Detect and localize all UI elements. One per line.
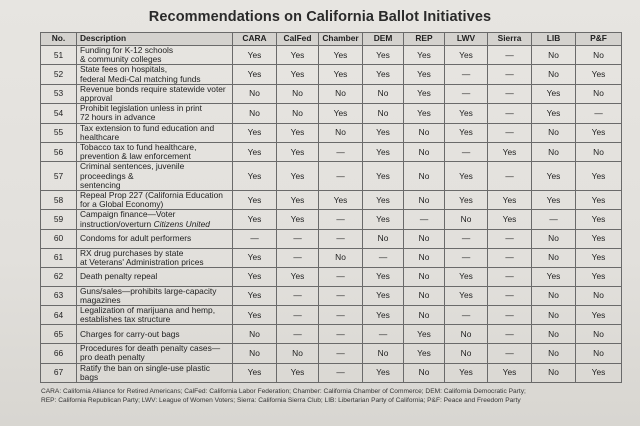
recommendation-cell: No <box>277 344 319 363</box>
recommendation-cell: Yes <box>233 123 277 142</box>
recommendation-cell: Yes <box>363 162 404 191</box>
recommendation-cell: — <box>576 104 622 123</box>
initiative-number: 61 <box>41 248 77 267</box>
recommendation-cell: No <box>319 248 363 267</box>
recommendation-cell: Yes <box>404 325 445 344</box>
initiative-description: Death penalty repeal <box>77 267 233 286</box>
recommendation-cell: No <box>445 325 488 344</box>
recommendation-cell: Yes <box>445 162 488 191</box>
initiative-number: 58 <box>41 191 77 210</box>
column-header: LWV <box>445 33 488 46</box>
recommendation-cell: — <box>319 229 363 248</box>
recommendation-cell: — <box>319 267 363 286</box>
recommendation-cell: — <box>488 84 532 103</box>
recommendations-table <box>40 32 622 383</box>
recommendation-cell: Yes <box>233 46 277 65</box>
table-row <box>41 229 622 248</box>
recommendation-cell: — <box>488 306 532 325</box>
recommendation-cell: No <box>532 248 576 267</box>
recommendation-cell: No <box>233 344 277 363</box>
recommendation-cell: — <box>319 325 363 344</box>
column-header: Description <box>77 33 233 46</box>
recommendation-cell: No <box>445 210 488 229</box>
initiative-description: Revenue bonds require statewide voter approval <box>77 84 233 103</box>
recommendation-cell: — <box>277 229 319 248</box>
recommendation-cell: Yes <box>363 191 404 210</box>
recommendation-cell: No <box>532 229 576 248</box>
recommendation-cell: Yes <box>445 363 488 382</box>
recommendation-cell: Yes <box>233 286 277 305</box>
recommendation-cell: — <box>488 229 532 248</box>
recommendation-cell: Yes <box>532 191 576 210</box>
column-header: No. <box>41 33 77 46</box>
recommendation-cell: — <box>319 162 363 191</box>
recommendation-cell: No <box>576 286 622 305</box>
initiative-number: 56 <box>41 143 77 162</box>
initiative-description: RX drug purchases by state at Veterans' Administration prices <box>77 248 233 267</box>
recommendation-cell: Yes <box>532 162 576 191</box>
recommendation-cell: Yes <box>363 46 404 65</box>
recommendation-cell: No <box>404 162 445 191</box>
recommendation-cell: No <box>404 267 445 286</box>
recommendation-cell: No <box>404 248 445 267</box>
recommendation-cell: Yes <box>576 210 622 229</box>
recommendation-cell: Yes <box>576 191 622 210</box>
table-header-row <box>41 33 622 46</box>
column-header: Chamber <box>319 33 363 46</box>
table-row <box>41 143 622 162</box>
recommendation-cell: Yes <box>363 306 404 325</box>
document-title: Recommendations on California Ballot Initiatives <box>148 9 492 25</box>
recommendation-cell: — <box>319 344 363 363</box>
initiative-number: 66 <box>41 344 77 363</box>
initiative-description: Charges for carry-out bags <box>77 325 233 344</box>
recommendation-cell: — <box>445 248 488 267</box>
recommendation-cell: Yes <box>277 210 319 229</box>
initiative-number: 63 <box>41 286 77 305</box>
recommendation-cell: — <box>319 306 363 325</box>
recommendation-cell: Yes <box>277 46 319 65</box>
recommendation-cell: Yes <box>363 210 404 229</box>
recommendation-cell: Yes <box>445 286 488 305</box>
recommendation-cell: — <box>532 210 576 229</box>
recommendation-cell: — <box>488 104 532 123</box>
recommendation-cell: — <box>363 248 404 267</box>
recommendation-cell: Yes <box>233 210 277 229</box>
recommendation-cell: Yes <box>363 123 404 142</box>
recommendation-cell: Yes <box>319 46 363 65</box>
recommendation-cell: Yes <box>404 84 445 103</box>
recommendation-cell: Yes <box>319 191 363 210</box>
recommendation-cell: Yes <box>576 248 622 267</box>
initiative-number: 65 <box>41 325 77 344</box>
table-row <box>41 363 622 382</box>
legend-line: CARA: California Alliance for Retired Americans; CalFed: California Labor Federation; Chamber: California Chamber of Commerce; DEM: California Democratic Party; <box>41 388 526 395</box>
initiative-description: Repeal Prop 227 (California Education for a Global Economy) <box>77 191 233 210</box>
recommendation-cell: — <box>277 286 319 305</box>
recommendation-cell: Yes <box>233 65 277 84</box>
recommendation-cell: Yes <box>277 65 319 84</box>
recommendation-cell: Yes <box>576 363 622 382</box>
recommendation-cell: Yes <box>233 143 277 162</box>
table-row <box>41 286 622 305</box>
recommendation-cell: Yes <box>319 104 363 123</box>
recommendation-cell: Yes <box>277 162 319 191</box>
recommendation-cell: — <box>319 286 363 305</box>
recommendation-cell: — <box>488 267 532 286</box>
recommendation-cell: No <box>233 325 277 344</box>
initiative-number: 59 <box>41 210 77 229</box>
recommendation-cell: Yes <box>445 191 488 210</box>
recommendation-cell: Yes <box>233 162 277 191</box>
recommendation-cell: No <box>404 286 445 305</box>
recommendation-cell: — <box>233 229 277 248</box>
recommendation-cell: Yes <box>363 363 404 382</box>
recommendation-cell: Yes <box>445 46 488 65</box>
recommendation-cell: No <box>363 84 404 103</box>
recommendation-cell: No <box>532 325 576 344</box>
recommendation-cell: — <box>277 248 319 267</box>
initiative-description: Legalization of marijuana and hemp, establishes tax structure <box>77 306 233 325</box>
recommendation-cell: No <box>363 104 404 123</box>
recommendation-cell: Yes <box>576 65 622 84</box>
recommendation-cell: Yes <box>445 123 488 142</box>
recommendation-cell: No <box>319 123 363 142</box>
recommendation-cell: — <box>488 65 532 84</box>
initiative-description: Criminal sentences, juvenile proceedings & sentencing <box>77 162 233 191</box>
recommendation-cell: — <box>363 325 404 344</box>
initiative-description: State fees on hospitals, federal Medi-Cal matching funds <box>77 65 233 84</box>
table-row <box>41 104 622 123</box>
table-row <box>41 344 622 363</box>
recommendation-cell: No <box>404 306 445 325</box>
recommendation-cell: Yes <box>576 162 622 191</box>
recommendation-cell: No <box>319 84 363 103</box>
table-row <box>41 267 622 286</box>
recommendation-cell: No <box>363 229 404 248</box>
initiative-number: 52 <box>41 65 77 84</box>
recommendation-cell: — <box>488 248 532 267</box>
recommendation-cell: Yes <box>488 143 532 162</box>
recommendation-cell: Yes <box>404 46 445 65</box>
recommendation-cell: — <box>445 229 488 248</box>
recommendation-cell: No <box>576 344 622 363</box>
recommendation-cell: No <box>404 363 445 382</box>
column-header: CARA <box>233 33 277 46</box>
recommendation-cell: — <box>319 363 363 382</box>
initiative-description: Procedures for death penalty cases— pro death penalty <box>77 344 233 363</box>
recommendation-cell: — <box>404 210 445 229</box>
recommendation-cell: — <box>319 210 363 229</box>
recommendation-cell: Yes <box>488 210 532 229</box>
recommendation-cell: Yes <box>363 286 404 305</box>
recommendation-cell: — <box>277 325 319 344</box>
recommendation-cell: — <box>488 286 532 305</box>
recommendation-cell: Yes <box>233 306 277 325</box>
initiative-number: 64 <box>41 306 77 325</box>
recommendation-cell: — <box>277 306 319 325</box>
column-header: P&F <box>576 33 622 46</box>
recommendation-cell: No <box>532 306 576 325</box>
recommendation-cell: Yes <box>404 104 445 123</box>
recommendation-cell: Yes <box>445 104 488 123</box>
recommendation-cell: — <box>488 123 532 142</box>
recommendation-cell: Yes <box>277 123 319 142</box>
recommendation-cell: Yes <box>277 363 319 382</box>
initiative-description: Condoms for adult performers <box>77 229 233 248</box>
initiative-description: Guns/sales—prohibits large-capacity magazines <box>77 286 233 305</box>
initiative-number: 57 <box>41 162 77 191</box>
recommendation-cell: Yes <box>532 267 576 286</box>
recommendation-cell: No <box>532 143 576 162</box>
initiative-number: 67 <box>41 363 77 382</box>
legend <box>41 388 631 405</box>
initiative-number: 54 <box>41 104 77 123</box>
initiative-number: 51 <box>41 46 77 65</box>
recommendation-cell: No <box>363 344 404 363</box>
initiative-description: Campaign finance—Voter instruction/overturn Citizens United <box>77 210 233 229</box>
column-header: Sierra <box>488 33 532 46</box>
recommendation-cell: No <box>532 123 576 142</box>
recommendation-cell: No <box>532 65 576 84</box>
recommendation-cell: No <box>532 344 576 363</box>
recommendation-cell: Yes <box>576 229 622 248</box>
initiative-description: Tax extension to fund education and healthcare <box>77 123 233 142</box>
table-row <box>41 65 622 84</box>
initiative-number: 53 <box>41 84 77 103</box>
table-row <box>41 123 622 142</box>
recommendation-cell: No <box>445 344 488 363</box>
initiative-description: Funding for K-12 schools & community colleges <box>77 46 233 65</box>
legend-line: REP: California Republican Party; LWV: League of Women Voters; Sierra: California Sierra Club; LIB: Libertarian Party of California; P&F: Peace and Freedom Party <box>41 396 521 404</box>
recommendation-cell: — <box>445 84 488 103</box>
table-row <box>41 306 622 325</box>
table-row <box>41 210 622 229</box>
recommendation-cell: No <box>532 46 576 65</box>
recommendation-cell: — <box>445 306 488 325</box>
recommendation-cell: No <box>404 191 445 210</box>
recommendation-cell: Yes <box>233 248 277 267</box>
recommendation-cell: Yes <box>404 344 445 363</box>
initiative-number: 62 <box>41 267 77 286</box>
initiative-number: 55 <box>41 123 77 142</box>
recommendation-cell: Yes <box>363 267 404 286</box>
initiative-description: Prohibit legislation unless in print 72 hours in advance <box>77 104 233 123</box>
recommendation-cell: Yes <box>319 65 363 84</box>
recommendation-cell: Yes <box>363 143 404 162</box>
recommendation-cell: Yes <box>488 191 532 210</box>
recommendation-cell: — <box>488 162 532 191</box>
recommendation-cell: No <box>404 123 445 142</box>
recommendation-cell: Yes <box>233 267 277 286</box>
recommendation-cell: No <box>576 46 622 65</box>
recommendation-cell: — <box>445 65 488 84</box>
recommendation-cell: Yes <box>488 363 532 382</box>
recommendation-cell: Yes <box>233 363 277 382</box>
recommendation-cell: No <box>277 84 319 103</box>
recommendation-cell: No <box>576 325 622 344</box>
recommendation-cell: — <box>488 46 532 65</box>
table-row <box>41 46 622 65</box>
recommendation-cell: No <box>404 229 445 248</box>
recommendation-cell: No <box>532 363 576 382</box>
recommendation-cell: — <box>445 143 488 162</box>
recommendation-cell: Yes <box>277 191 319 210</box>
initiative-number: 60 <box>41 229 77 248</box>
recommendation-cell: No <box>404 143 445 162</box>
recommendation-cell: — <box>488 344 532 363</box>
table-row <box>41 191 622 210</box>
table-row <box>41 325 622 344</box>
table-row <box>41 162 622 191</box>
column-header: LIB <box>532 33 576 46</box>
recommendation-cell: Yes <box>532 104 576 123</box>
recommendation-cell: No <box>576 143 622 162</box>
initiative-description: Ratify the ban on single-use plastic bags <box>77 363 233 382</box>
recommendation-cell: No <box>233 84 277 103</box>
recommendation-cell: Yes <box>404 65 445 84</box>
column-header: DEM <box>363 33 404 46</box>
recommendation-cell: — <box>488 325 532 344</box>
table-row <box>41 84 622 103</box>
recommendation-cell: Yes <box>277 267 319 286</box>
table-row <box>41 248 622 267</box>
recommendation-cell: No <box>233 104 277 123</box>
table-body <box>41 46 622 383</box>
initiative-description: Tobacco tax to fund healthcare, prevention & law enforcement <box>77 143 233 162</box>
recommendation-cell: Yes <box>277 143 319 162</box>
column-header: CalFed <box>277 33 319 46</box>
recommendation-cell: Yes <box>233 191 277 210</box>
recommendation-cell: No <box>532 286 576 305</box>
recommendation-cell: No <box>576 84 622 103</box>
recommendation-cell: Yes <box>445 267 488 286</box>
recommendation-cell: Yes <box>532 84 576 103</box>
recommendation-cell: No <box>277 104 319 123</box>
column-header: REP <box>404 33 445 46</box>
recommendation-cell: Yes <box>576 123 622 142</box>
recommendation-cell: Yes <box>576 306 622 325</box>
recommendation-cell: Yes <box>363 65 404 84</box>
recommendation-cell: — <box>319 143 363 162</box>
recommendation-cell: Yes <box>576 267 622 286</box>
